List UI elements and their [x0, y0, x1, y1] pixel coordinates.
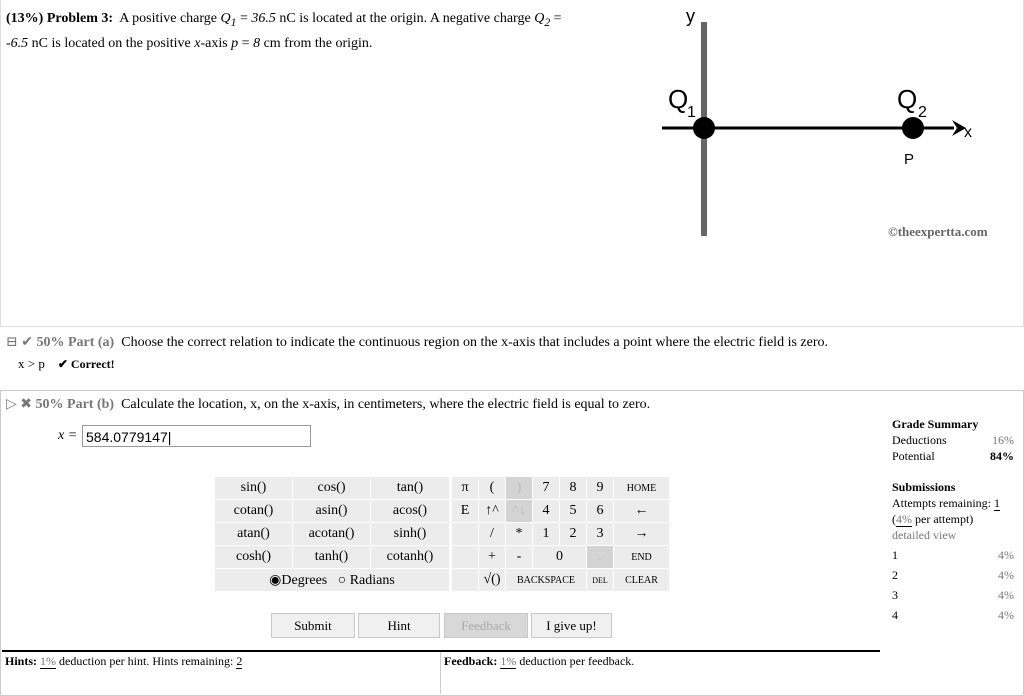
potential-value: 84%	[990, 449, 1014, 463]
key-0[interactable]: 0	[533, 546, 587, 569]
part-a-label: Part (a)	[67, 335, 115, 350]
problem-text-5: cm from the origin.	[263, 35, 373, 51]
key-sinh[interactable]: sinh()	[371, 523, 450, 546]
key-tanh[interactable]: tanh()	[293, 546, 371, 569]
feedback-text: deduction per feedback.	[519, 654, 635, 668]
key-4[interactable]: 4	[533, 500, 560, 523]
radians-radio[interactable]: ○	[337, 572, 347, 588]
submit-button[interactable]: Submit	[271, 613, 355, 638]
attempt-row	[892, 585, 1014, 605]
q1-charge-dot	[693, 117, 715, 139]
part-a-status: ✔ Correct!	[57, 357, 115, 371]
q1-diagram-label: Q	[668, 84, 689, 114]
part-b-header	[6, 396, 886, 413]
give-up-button[interactable]: I give up!	[531, 613, 612, 638]
part-a-answer-row	[18, 356, 115, 372]
key-home[interactable]: HOME	[614, 477, 670, 500]
attempt-row	[892, 545, 1014, 565]
collapse-icon[interactable]: ⊟	[6, 335, 18, 350]
key-sin[interactable]: sin()	[215, 477, 293, 500]
detailed-view-link[interactable]: detailed view	[892, 528, 957, 542]
problem-text-1: A positive charge	[119, 11, 218, 26]
feedback-button[interactable]: Feedback	[444, 613, 528, 638]
angle-mode-row	[215, 569, 450, 592]
potential-label: Potential	[892, 449, 935, 463]
key-open-paren[interactable]: (	[479, 477, 506, 500]
key-right-arrow[interactable]: →	[614, 523, 670, 546]
potential-row	[892, 448, 1014, 464]
problem-label: Problem 3:	[46, 11, 114, 26]
key-1[interactable]: 1	[533, 523, 560, 546]
p-symbol: p	[231, 35, 239, 51]
attempts-value: 1	[993, 496, 1000, 510]
attempt-list	[892, 545, 1014, 625]
key-2[interactable]: 2	[560, 523, 587, 546]
key-plus[interactable]: +	[479, 546, 506, 569]
key-cotan[interactable]: cotan()	[215, 500, 293, 523]
degrees-radio[interactable]: ◉	[269, 572, 282, 588]
number-keypad	[451, 476, 670, 592]
answer-input[interactable]: 584.0779147|	[82, 425, 311, 447]
equals-sign: =	[553, 11, 562, 26]
grade-summary-title: Grade Summary	[892, 417, 979, 431]
hints-remaining: 2	[236, 654, 243, 668]
attempts-remaining	[892, 495, 1014, 511]
key-tan[interactable]: tan()	[371, 477, 450, 500]
key-acotan[interactable]: acotan()	[293, 523, 371, 546]
attempt-number: 1	[892, 548, 898, 562]
answer-value: 584.0779147	[86, 429, 168, 445]
cross-icon: ✖	[20, 397, 33, 412]
attempt-number: 3	[892, 588, 898, 602]
axis-x: x	[194, 35, 201, 51]
key-minus[interactable]: -	[506, 546, 533, 569]
per-attempt: (4% per attempt)	[892, 512, 974, 526]
key-8[interactable]: 8	[560, 477, 587, 500]
key-power[interactable]: ↑^	[479, 500, 506, 523]
key-divide[interactable]: /	[479, 523, 506, 546]
key-end[interactable]: END	[614, 546, 670, 569]
feedback-label: Feedback:	[444, 654, 498, 668]
attempt-pct: 4%	[998, 568, 1014, 582]
key-subscript[interactable]: ^↓	[506, 500, 533, 523]
footer-divider	[440, 652, 441, 694]
key-close-paren[interactable]: )	[506, 477, 533, 500]
hints-text: deduction per hint. Hints remaining:	[59, 654, 234, 668]
attempt-pct: 4%	[998, 588, 1014, 602]
q1-diagram-subscript: 1	[687, 104, 696, 121]
equals-sign: =	[239, 11, 248, 26]
submissions-title: Submissions	[892, 480, 956, 494]
key-5[interactable]: 5	[560, 500, 587, 523]
q2-value: -6.5	[6, 35, 29, 51]
key-sqrt[interactable]: √()	[479, 569, 506, 592]
equals-sign: =	[241, 35, 250, 51]
key-blank-1	[452, 523, 479, 546]
key-asin[interactable]: asin()	[293, 500, 371, 523]
q2-diagram-label: Q	[897, 84, 918, 114]
key-dot[interactable]: .	[587, 546, 614, 569]
q1-symbol: Q	[220, 11, 231, 26]
per-attempt-text: per attempt)	[915, 512, 974, 526]
attempt-pct: 4%	[998, 608, 1014, 622]
attempt-number: 4	[892, 608, 898, 622]
x-axis-label: x	[964, 124, 972, 141]
q2-diagram-subscript: 2	[918, 104, 927, 121]
key-backspace[interactable]: BACKSPACE	[506, 569, 587, 592]
attempt-row	[892, 565, 1014, 585]
charge-diagram	[660, 4, 1024, 244]
y-axis-label: y	[686, 6, 695, 26]
problem-statement	[6, 8, 666, 54]
part-a-question: Choose the correct relation to indicate the continuous region on the x-axis that includes a point where the electric field is zero.	[121, 335, 828, 350]
part-b-label: Part (b)	[67, 397, 115, 412]
key-left-arrow[interactable]: ←	[614, 500, 670, 523]
part-a-answer: x > p	[18, 356, 45, 371]
key-multiply[interactable]: *	[506, 523, 533, 546]
q2-subscript: 2	[544, 15, 551, 29]
key-cotanh[interactable]: cotanh()	[371, 546, 450, 569]
hints-info	[5, 654, 242, 669]
key-blank-3	[452, 569, 479, 592]
q1-subscript: 1	[230, 15, 237, 29]
deductions-label: Deductions	[892, 433, 947, 447]
attempt-pct: 4%	[998, 548, 1014, 562]
key-del[interactable]: DEL	[587, 569, 614, 592]
function-keypad	[214, 476, 450, 592]
key-3[interactable]: 3	[587, 523, 614, 546]
deductions-row	[892, 432, 1014, 448]
key-7[interactable]: 7	[533, 477, 560, 500]
part-b-question: Calculate the location, x, on the x-axis, in centimeters, where the electric field is equal to zero.	[121, 397, 651, 412]
key-atan[interactable]: atan()	[215, 523, 293, 546]
grade-summary	[892, 417, 1014, 625]
deductions-value: 16%	[992, 433, 1014, 447]
unit-nc: nC	[31, 35, 49, 51]
key-acos[interactable]: acos()	[371, 500, 450, 523]
q2-symbol: Q	[534, 11, 545, 26]
feedback-pct: 1%	[500, 654, 517, 668]
p-diagram-label: P	[904, 151, 915, 168]
hints-label: Hints:	[5, 654, 38, 668]
attempt-number: 2	[892, 568, 898, 582]
watermark: ©theexpertta.com	[888, 224, 988, 239]
p-value: 8	[253, 35, 261, 51]
per-attempt-pct: 4%	[896, 512, 912, 526]
part-a-weight: 50%	[36, 335, 65, 350]
key-blank-2	[452, 546, 479, 569]
key-cosh[interactable]: cosh()	[215, 546, 293, 569]
answer-var-label: x =	[58, 428, 78, 443]
key-cos[interactable]: cos()	[293, 477, 371, 500]
expand-arrow-icon[interactable]: ▷	[6, 397, 17, 412]
degrees-label: Degrees	[281, 572, 328, 588]
hints-pct: 1%	[40, 654, 57, 668]
key-clear[interactable]: CLEAR	[614, 569, 670, 592]
problem-weight: (13%)	[6, 11, 44, 26]
checkmark-icon: ✔	[21, 335, 33, 350]
key-e[interactable]: E	[452, 500, 479, 523]
key-9[interactable]: 9	[587, 477, 614, 500]
unit-nc: nC	[279, 11, 296, 26]
part-b-weight: 50%	[35, 397, 64, 412]
attempt-row	[892, 605, 1014, 625]
key-6[interactable]: 6	[587, 500, 614, 523]
key-pi[interactable]: π	[452, 477, 479, 500]
feedback-info	[444, 654, 634, 669]
q1-value: 36.5	[251, 11, 276, 26]
problem-text-4: -axis	[200, 35, 228, 51]
radians-label: Radians	[349, 572, 395, 588]
problem-text-2: is located at the origin. A negative charge	[299, 11, 531, 26]
problem-text-3: is located on the positive	[51, 35, 191, 51]
part-a-header	[6, 334, 1016, 351]
attempts-label: Attempts remaining:	[892, 496, 991, 510]
hint-button[interactable]: Hint	[358, 613, 440, 638]
